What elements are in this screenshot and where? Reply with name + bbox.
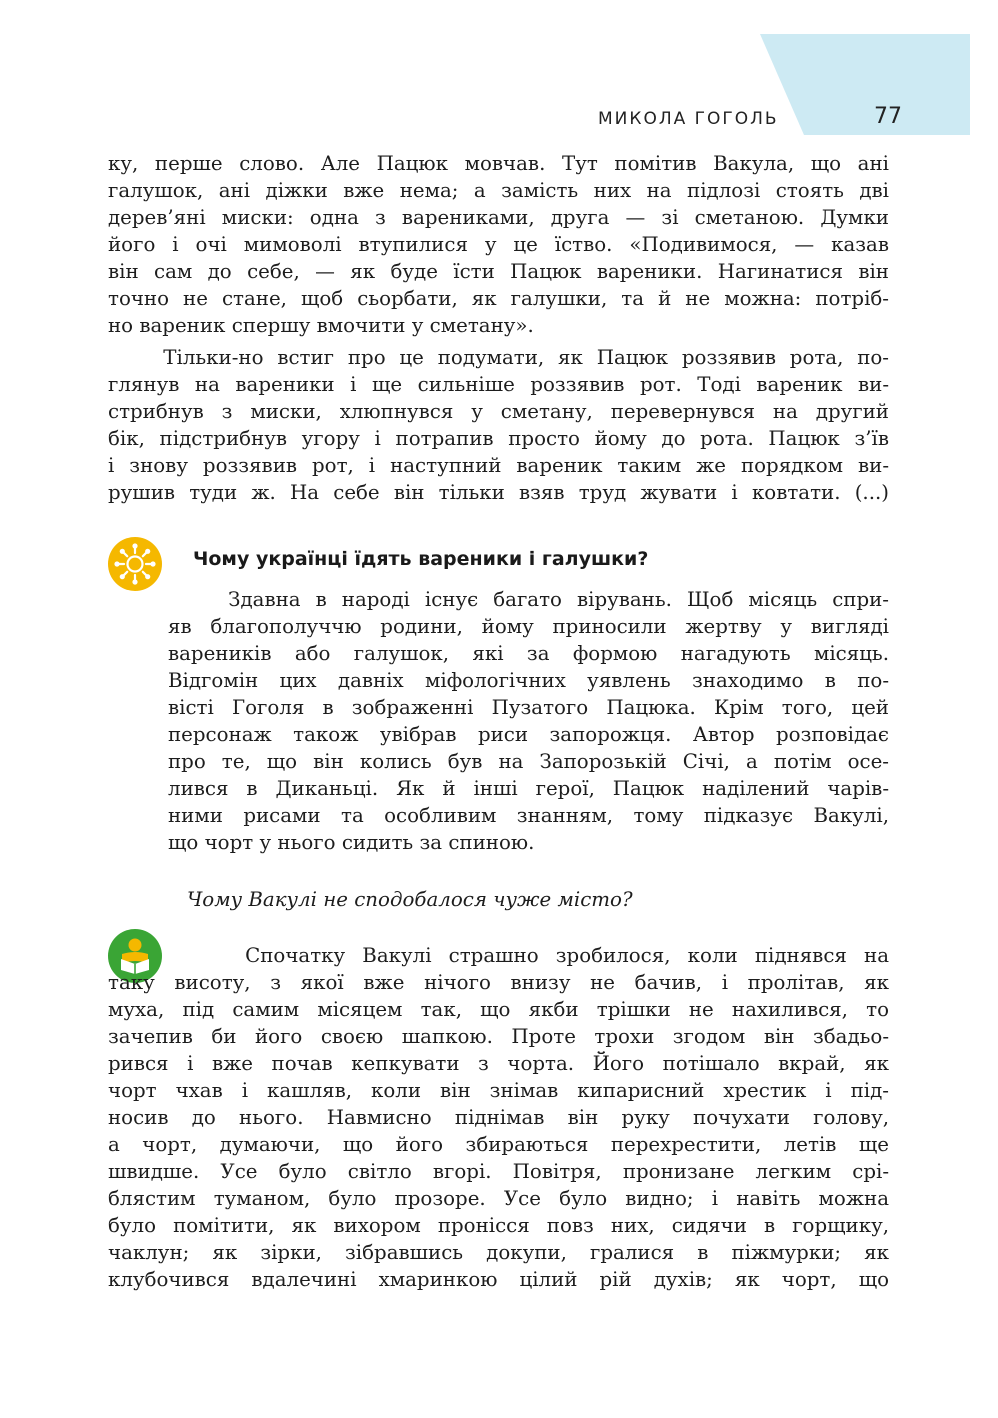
text-line: Здавна в народі існує багато вірувань. Щоб місяць спри- [168, 588, 889, 611]
text-line: він сам до себе, — як буде їсти Пацюк вареники. Нагинатися він [108, 260, 889, 283]
text-line: точно не стане, щоб сьорбати, як галушки, та й не можна: потріб- [108, 287, 889, 310]
text-line: клубочився вдалечині хмаринкою цілий рій духів; як чорт, що [108, 1268, 889, 1291]
text-line: Спочатку Вакулі страшно зробилося, коли піднявся на [108, 944, 889, 967]
text-line: дерев’яні миски: одна з варениками, друга — зі сметаною. Думки [108, 206, 889, 229]
text-line: вісті Гоголя в зображенні Пузатого Пацюка. Крім того, цей [168, 696, 889, 719]
text-line: таку висоту, з якої вже нічого внизу не бачив, і пролітав, як [108, 971, 889, 994]
text-line: галушок, ані діжки вже нема; а замість них на підлозі стоять дві [108, 179, 889, 202]
text-line: чаклун; як зірки, зібравшись докупи, гралися в піжмурки; як [108, 1241, 889, 1264]
text-line: зачепив би його своєю шапкою. Проте трохи згодом він збадьо- [108, 1025, 889, 1048]
text-line: про те, що він колись був на Запорозькій Січі, а потім осе- [168, 750, 889, 773]
text-line: а чорт, думаючи, що його збираються перехрестити, летів ще [108, 1133, 889, 1156]
text-line: було помітити, як вихором пронісся повз них, сидячи в горщику, [108, 1214, 889, 1237]
text-line: Тільки-но встиг про це подумати, як Пацюк роззявив рота, по- [108, 346, 889, 369]
text-line: носив до нього. Навмисно піднімав він руку почухати голову, [108, 1106, 889, 1129]
text-line: персонаж також увібрав риси запорожця. Автор розповідає [168, 723, 889, 746]
text-line: рився і вже почав кепкувати з чорта. Його потішало вкрай, як [108, 1052, 889, 1075]
body-paragraph-2 [108, 344, 889, 506]
text-line: рушив туди ж. На себе він тільки взяв труд жувати і ковтати. (...) [108, 481, 889, 504]
text-line: муха, під самим місяцем так, що якби трішки не нахилився, то [108, 998, 889, 1021]
question-text: Чому Вакулі не сподобалося чуже місто? [187, 888, 633, 911]
text-line: бік, підстрибнув угору і потрапив просто йому до рота. Пацюк з’їв [108, 427, 889, 450]
text-line: і знову роззявив рот, і наступний вареник таким же порядком ви- [108, 454, 889, 477]
text-line: його і очі мимоволі втупилися у це їство. «Подивимося, — казав [108, 233, 889, 256]
sidebar-paragraph [168, 586, 889, 856]
text-line: глянув на вареники і ще сильніше роззявив рот. Тоді вареник ви- [108, 373, 889, 396]
body-paragraph-1 [108, 150, 889, 339]
sidebar-heading: Чому українці їдять вареники і галушки? [193, 548, 649, 570]
text-line: блястим туманом, було прозоре. Усе було видно; і навіть можна [108, 1187, 889, 1210]
header-tab-decoration [760, 34, 970, 135]
text-line: ку, перше слово. Але Пацюк мовчав. Тут помітив Вакула, що ані [108, 152, 889, 175]
text-line: яв благополуччю родини, йому приносили жертву у вигляді [168, 615, 889, 638]
page-number: 77 [874, 104, 902, 129]
text-line: ними рисами та особливим знанням, тому підказує Вакулі, [168, 804, 889, 827]
text-line: стрибнув з миски, хлюпнувся у сметану, перевернувся на другий [108, 400, 889, 423]
text-line: чорт чхав і кашляв, коли він знімав кипарисний хрестик і під- [108, 1079, 889, 1102]
text-line: но вареник спершу вмочити у сметану». [108, 314, 534, 337]
text-line: Відгомін цих давніх міфологічних уявлень знаходимо в по- [168, 669, 889, 692]
sun-icon [108, 537, 162, 591]
text-line: вареників або галушок, які за формою нагадують місяць. [168, 642, 889, 665]
text-line: швидше. Усе було світло вгорі. Повітря, пронизане легким срі- [108, 1160, 889, 1183]
running-head: МИКОЛА ГОГОЛЬ [598, 109, 779, 129]
text-line: лився в Диканьці. Як й інші герої, Пацюк наділений чарів- [168, 777, 889, 800]
text-line: що чорт у нього сидить за спиною. [168, 831, 535, 854]
reading-paragraph [108, 942, 889, 1293]
